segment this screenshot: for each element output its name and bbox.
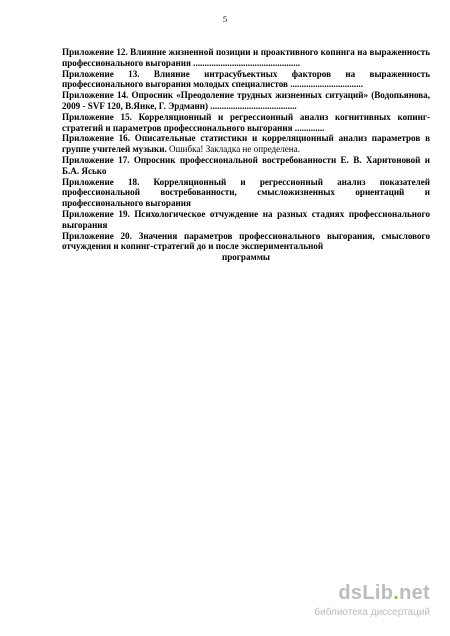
toc-entry-text: Приложение 19. Психологическое отчуждение на разных стадиях профессионального выгорания xyxy=(62,208,430,230)
toc-entry-text: Приложение 14. Опросник «Преодоление трудных жизненных ситуаций» (Водопьянова, 2009 - SVF 120, В.Янке, Г. Эрдманн) ...................................... xyxy=(62,90,430,111)
toc-entry-text: Приложение 15. Корреляционный и регрессионный анализ когнитивных копинг-стратегий и параметров профессионального выгорания ............. xyxy=(62,111,430,133)
table-of-contents xyxy=(62,47,430,263)
toc-entry-text: Приложение 12. Влияние жизненной позиции и проактивного копинга на выраженность профессионального выгорания ............................................... xyxy=(62,47,430,68)
bookmark-error-text: Ошибка! Закладка не определена. xyxy=(169,144,300,155)
toc-entry-19[interactable] xyxy=(62,209,430,231)
logo-dot: . xyxy=(393,582,400,604)
logo-tld: net xyxy=(399,582,430,604)
toc-entry-13[interactable] xyxy=(62,69,430,91)
toc-entry-text: Приложение 17. Опросник профессиональной востребованности Е. В. Харитоновой и Б.А. Ясько xyxy=(62,154,430,176)
toc-entry-14[interactable] xyxy=(62,90,430,112)
watermark-subtitle: библиотека диссертаций xyxy=(314,607,430,618)
toc-entry-text: Приложение 13. Влияние интрасубъектных факторов на выраженность профессионального выгорания молодых специалистов ................................ xyxy=(62,68,430,90)
toc-entry-last-line: программы xyxy=(221,252,271,263)
watermark xyxy=(280,582,430,622)
dslib-logo xyxy=(338,582,430,605)
toc-entry-17[interactable] xyxy=(62,155,430,177)
toc-entry-16[interactable] xyxy=(62,133,430,155)
toc-entry-text: Приложение 16. Описательные статистики и корреляционный анализ параметров в группе учителей музыки. xyxy=(62,133,430,155)
logo-main: dsLib xyxy=(338,582,394,604)
toc-entry-text: Приложение 20. Значения параметров профессионального выгорания, смыслового отчуждения и копинг-стратегий до и после экспериментальной xyxy=(62,230,430,252)
toc-entry-text: Приложение 18. Корреляционный и регрессионный анализ показателей профессиональной востребованности, смысложизненных ориентаций и профессионального выгорания xyxy=(62,176,430,209)
toc-entry-18[interactable] xyxy=(62,177,430,209)
toc-entry-12[interactable] xyxy=(62,47,430,69)
toc-entry-20[interactable] xyxy=(62,231,430,263)
toc-entry-15[interactable] xyxy=(62,112,430,134)
page-number: 5 xyxy=(222,14,228,24)
